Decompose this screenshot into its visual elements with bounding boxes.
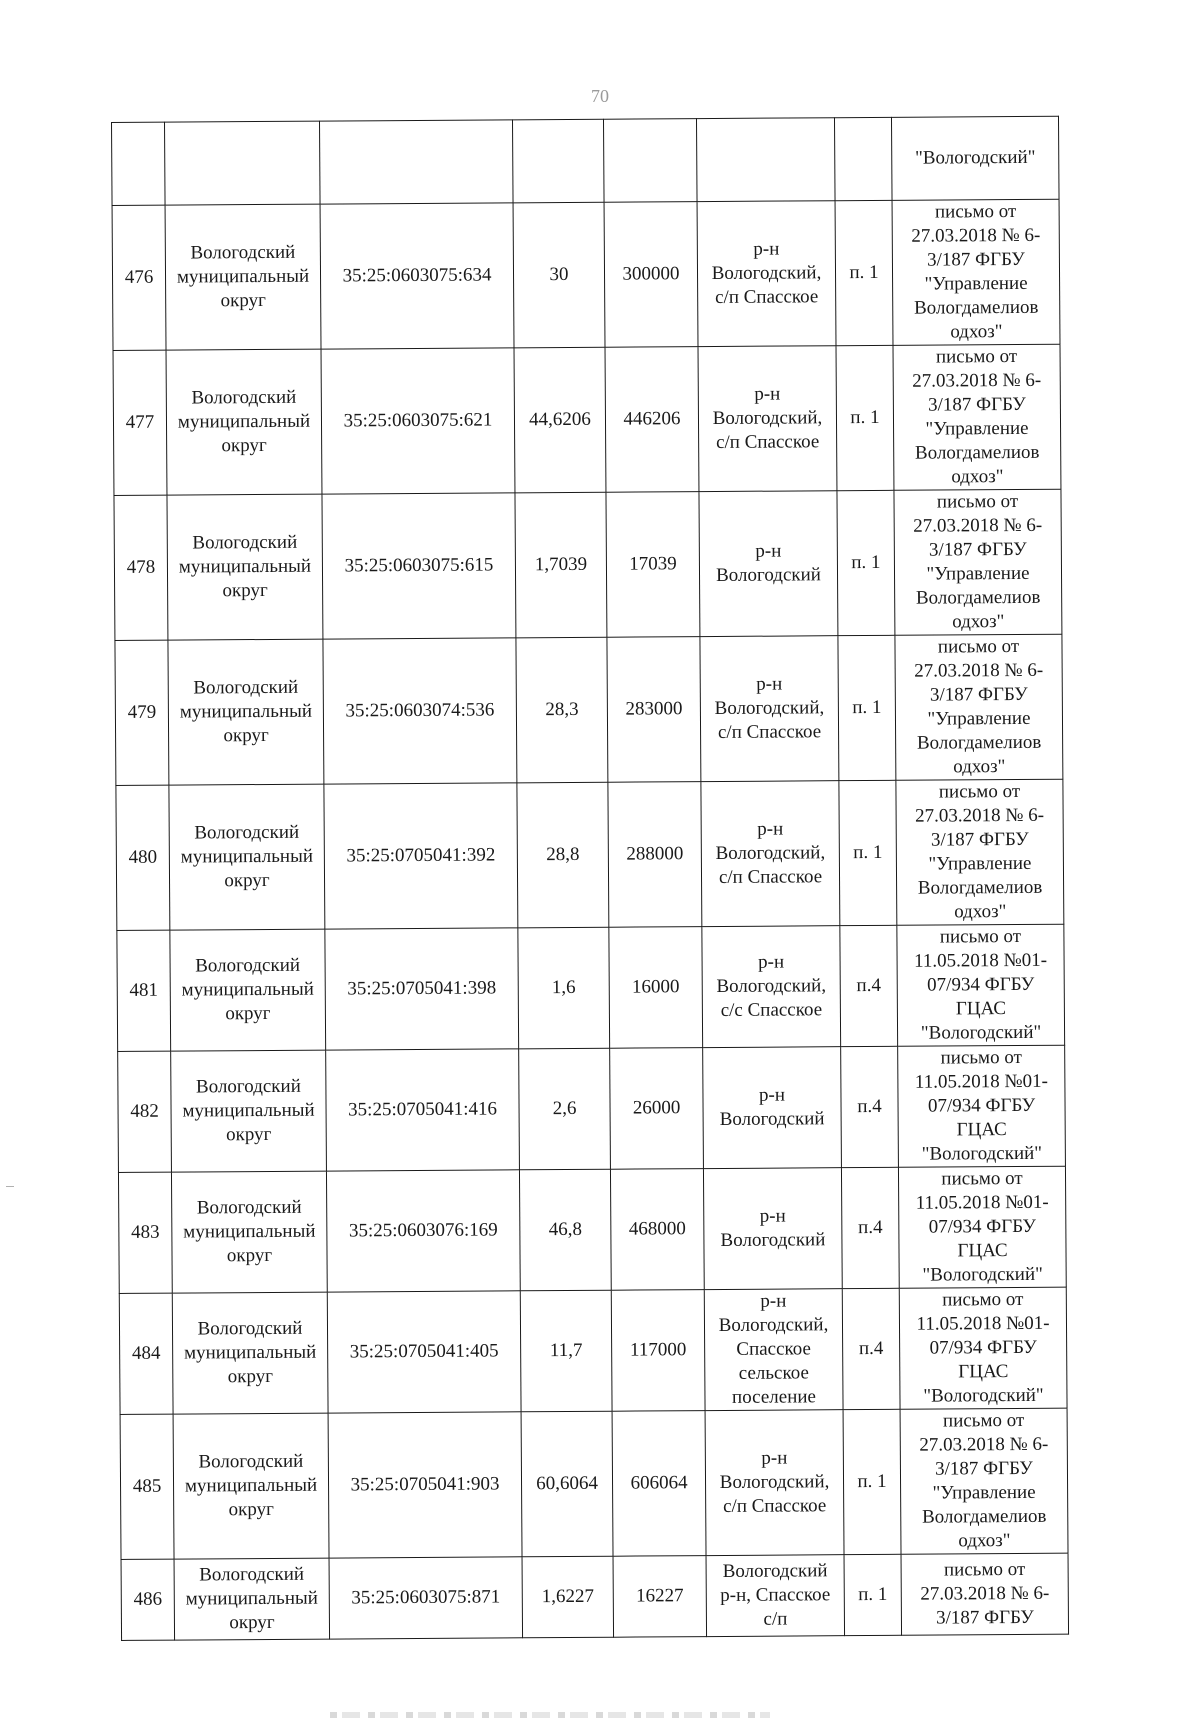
cell-document: письмо от 11.05.2018 №01- 07/934 ФГБУ ГЦАС "Вологодский" (898, 1045, 1066, 1167)
cell-document: письмо от 11.05.2018 №01- 07/934 ФГБУ ГЦАС "Вологодский" (899, 1287, 1067, 1409)
cell-cadastral-number: 35:25:0603075:621 (321, 348, 515, 494)
cell-area-ha: 30 (513, 202, 605, 348)
cell-area-ha: 28,8 (517, 782, 609, 928)
cell-cadastral-number: 35:25:0705041:416 (326, 1049, 520, 1171)
table-row (118, 1045, 1066, 1172)
cell-cadastral-number: 35:25:0705041:392 (324, 783, 518, 929)
cell-number (112, 122, 166, 205)
cell-location: р-н Вологодский (703, 1047, 842, 1169)
cell-clause: п. 1 (835, 200, 893, 345)
cell-location: р-н Вологодский, с/п Спасское (698, 346, 837, 492)
table-row (114, 489, 1062, 640)
cell-number: 484 (119, 1293, 173, 1414)
cell-document: письмо от 27.03.2018 № 6- 3/187 ФГБУ "Управление Вологдамелиов одхоз" (900, 1408, 1068, 1554)
cell-owner: Вологодский муниципальный округ (171, 1171, 327, 1293)
cell-clause: п.4 (842, 1288, 900, 1409)
cell-area-m2: 446206 (605, 347, 699, 493)
page-number: 70 (591, 86, 609, 106)
cell-document: письмо от 27.03.2018 № 6- 3/187 ФГБУ "Управление Вологдамелиов одхоз" (892, 199, 1060, 345)
cell-document: письмо от 27.03.2018 № 6- 3/187 ФГБУ "Управление Вологдамелиов одхоз" (895, 634, 1063, 780)
cell-number: 480 (116, 785, 170, 930)
cell-location: Вологодский р-н, Спасское с/п (706, 1555, 845, 1637)
cell-number: 477 (113, 350, 167, 495)
cell-document: "Вологодский" (891, 116, 1059, 200)
cell-area-ha: 11,7 (520, 1290, 612, 1412)
cell-cadastral-number (319, 120, 513, 204)
land-plots-table (111, 116, 1069, 1641)
scan-artifact-mark (6, 1186, 14, 1187)
cell-cadastral-number: 35:25:0603075:634 (320, 203, 514, 349)
cell-clause (834, 117, 892, 200)
cell-owner: Вологодский муниципальный округ (169, 784, 325, 930)
cell-owner: Вологодский муниципальный округ (166, 349, 322, 495)
cell-location: р-н Вологодский, с/п Спасское (705, 1410, 844, 1556)
cell-owner (165, 121, 321, 205)
cell-clause: п.4 (841, 1046, 899, 1167)
cell-owner: Вологодский муниципальный округ (167, 494, 323, 640)
cell-owner: Вологодский муниципальный округ (165, 204, 321, 350)
continuation-row (112, 116, 1060, 205)
table-row (116, 779, 1064, 930)
cell-area-m2: 16227 (613, 1556, 707, 1638)
cell-number: 481 (117, 930, 171, 1051)
cell-number: 476 (112, 205, 166, 350)
cell-area-m2: 300000 (604, 202, 698, 348)
cell-area-m2: 117000 (611, 1290, 705, 1412)
cell-cadastral-number: 35:25:0705041:405 (327, 1291, 521, 1413)
cell-cadastral-number: 35:25:0603075:871 (329, 1557, 523, 1639)
cell-number: 482 (118, 1051, 172, 1172)
cell-owner: Вологодский муниципальный округ (174, 1558, 330, 1640)
cell-owner: Вологодский муниципальный округ (171, 1050, 327, 1172)
cell-area-m2: 283000 (607, 637, 701, 783)
cell-location: р-н Вологодский, Спасское сельское поселение (704, 1289, 843, 1411)
cell-clause: п. 1 (836, 345, 894, 490)
cell-area-m2: 288000 (608, 782, 702, 928)
cell-location: р-н Вологодский, с/п Спасское (700, 636, 839, 782)
table-row (119, 1287, 1067, 1414)
cell-owner: Вологодский муниципальный округ (173, 1413, 329, 1559)
cell-cadastral-number: 35:25:0603074:536 (323, 638, 517, 784)
cell-owner: Вологодский муниципальный округ (170, 929, 326, 1051)
cell-clause: п. 1 (837, 490, 895, 635)
cell-document: письмо от 11.05.2018 №01- 07/934 ФГБУ ГЦАС "Вологодский" (897, 924, 1065, 1046)
cell-area-m2: 16000 (609, 927, 703, 1049)
cell-location: р-н Вологодский, с/п Спасское (697, 201, 836, 347)
cell-area-m2: 606064 (612, 1411, 706, 1557)
cell-clause: п.4 (840, 925, 898, 1046)
cell-area-m2: 468000 (610, 1169, 704, 1291)
cell-cadastral-number: 35:25:0705041:903 (328, 1412, 522, 1558)
cell-location: р-н Вологодский, с/с Спасское (702, 926, 841, 1048)
cell-document: письмо от 11.05.2018 №01- 07/934 ФГБУ ГЦАС "Вологодский" (898, 1166, 1066, 1288)
cell-document: письмо от 27.03.2018 № 6- 3/187 ФГБУ "Управление Вологдамелиов одхоз" (893, 344, 1061, 490)
cell-area-m2: 17039 (606, 492, 700, 638)
cell-owner: Вологодский муниципальный округ (172, 1292, 328, 1414)
table-row (117, 924, 1065, 1051)
cell-location: р-н Вологодский (699, 491, 838, 637)
cell-area-ha (512, 119, 604, 203)
table-row (115, 634, 1063, 785)
cell-area-ha: 1,6 (518, 927, 610, 1049)
scan-artifact-strip (330, 1712, 770, 1718)
cell-document: письмо от 27.03.2018 № 6- 3/187 ФГБУ "Управление Вологдамелиов одхоз" (894, 489, 1062, 635)
cell-area-ha: 2,6 (519, 1048, 611, 1170)
cell-number: 486 (121, 1559, 175, 1640)
cell-document: письмо от 27.03.2018 № 6- 3/187 ФГБУ "Управление Вологдамелиов одхоз" (896, 779, 1064, 925)
cell-area-ha: 44,6206 (514, 347, 606, 493)
cell-area-m2 (603, 119, 697, 203)
cell-area-ha: 1,6227 (522, 1556, 614, 1638)
cell-clause: п. 1 (843, 1409, 901, 1554)
cell-area-ha: 46,8 (519, 1169, 611, 1291)
cell-area-ha: 28,3 (516, 637, 608, 783)
cell-document: письмо от 27.03.2018 № 6- 3/187 ФГБУ (901, 1553, 1069, 1635)
table-row (118, 1166, 1066, 1293)
cell-location: р-н Вологодский, с/п Спасское (701, 781, 840, 927)
cell-clause: п. 1 (839, 780, 897, 925)
cell-area-m2: 26000 (610, 1048, 704, 1170)
cell-number: 478 (114, 495, 168, 640)
cell-clause: п.4 (841, 1167, 899, 1288)
table-row (112, 199, 1060, 350)
cell-number: 485 (120, 1414, 174, 1559)
table-row (120, 1408, 1068, 1559)
cell-clause: п. 1 (844, 1554, 902, 1635)
cell-owner: Вологодский муниципальный округ (168, 639, 324, 785)
cell-number: 479 (115, 640, 169, 785)
cell-cadastral-number: 35:25:0603076:169 (326, 1170, 520, 1292)
cell-clause: п. 1 (838, 635, 896, 780)
cell-cadastral-number: 35:25:0705041:398 (325, 928, 519, 1050)
table-row (113, 344, 1061, 495)
cell-location: р-н Вологодский (703, 1168, 842, 1290)
table-row (121, 1553, 1069, 1640)
cell-area-ha: 60,6064 (521, 1411, 613, 1557)
cell-cadastral-number: 35:25:0603075:615 (322, 493, 516, 639)
cell-area-ha: 1,7039 (515, 492, 607, 638)
cell-number: 483 (118, 1172, 172, 1293)
cell-location (696, 118, 835, 202)
